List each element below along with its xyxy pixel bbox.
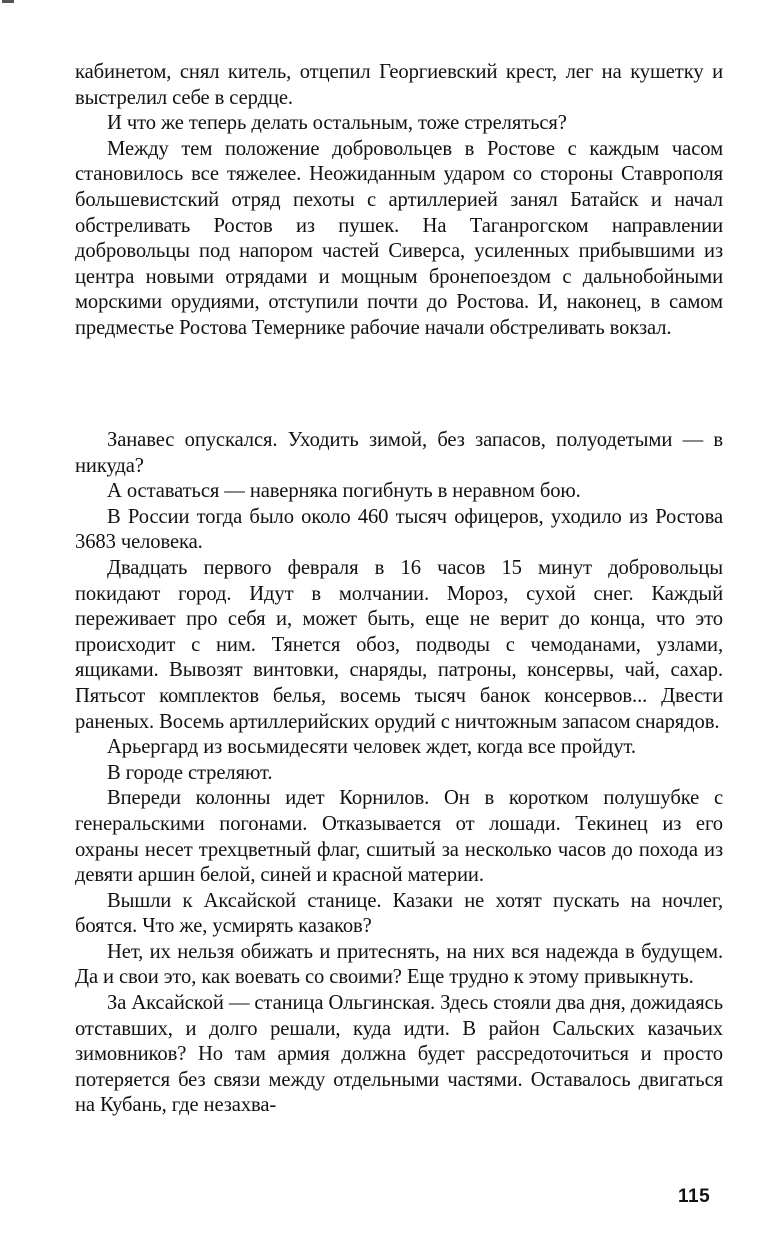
text-section-2 [75,428,723,1119]
paragraph: Нет, их нельзя обижать и притеснять, на них вся надежда в будущем. Да и свои это, как воевать со своими? Еще трудно к этому привыкнуть. [75,940,723,989]
paragraph: Впереди колонны идет Корнилов. Он в коротком полушубке с генеральскими погонами. Отказывается от лошади. Текинец из его охраны несет трехцветный флаг, сшитый за несколько часов до похода из девяти аршин белой, синей и красной материи. [75,787,723,887]
text-section-1 [75,60,723,342]
scan-artifact [2,0,14,3]
paragraph: Двадцать первого февраля в 16 часов 15 минут добровольцы покидают город. Идут в молчании. Мороз, сухой снег. Каждый переживает про себя и, может быть, еще не верит до конца, что это происходит с ним. Тянется обоз, подводы с чемоданами, узлами, ящиками. Вывозят винтовки, снаряды, патроны, консервы, чай, сахар. Пятьсот комплектов белья, восемь тысяч банок консервов... Двести раненых. Восемь артиллерийских орудий с ничтожным запасом снарядов. [75,556,723,733]
paragraph: А оставаться — наверняка погибнуть в неравном бою. [107,480,581,503]
paragraph: В городе стреляют. [107,761,273,784]
paragraph: Вышли к Аксайской станице. Казаки не хотят пускать на ночлег, боятся. Что же, усмирять казаков? [75,889,723,938]
paragraph: В России тогда было около 460 тысяч офицеров, уходило из Ростова 3683 человека. [75,505,723,554]
paragraph: Арьергард из восьмидесяти человек ждет, когда все пройдут. [107,736,636,759]
paragraph: И что же теперь делать остальным, тоже стреляться? [107,112,567,135]
paragraph: Между тем положение добровольцев в Ростове с каждым часом становилось все тяжелее. Неожиданным ударом со стороны Ставрополя большевистский отряд пехоты с артиллерией занял Батайск и начал обстреливать Ростов из пушек. На Таганрогском направлении добровольцы под напором частей Сиверса, усиленных прибывшими из центра новыми отрядами и мощным бронепоездом с дальнобойными морскими орудиями, отступили почти до Ростова. И, наконец, в самом предместье Ростова Темернике рабочие начали обстреливать вокзал. [75,137,723,339]
page-number: 115 [678,1186,711,1207]
paragraph: кабинетом, снял китель, отцепил Георгиевский крест, лег на кушетку и выстрелил себе в сердце. [75,61,723,109]
paragraph: За Аксайской — станица Ольгинская. Здесь стояли два дня, дожидаясь отставших, и долго решали, куда идти. В район Сальских казачьих зимовников? Но там армия должна будет рассредоточиться и просто потеряется без связи между отдельными частями. Оставалось двигаться на Кубань, где незахва- [75,992,723,1117]
paragraph: Занавес опускался. Уходить зимой, без запасов, полуодетыми — в никуда? [75,429,723,477]
